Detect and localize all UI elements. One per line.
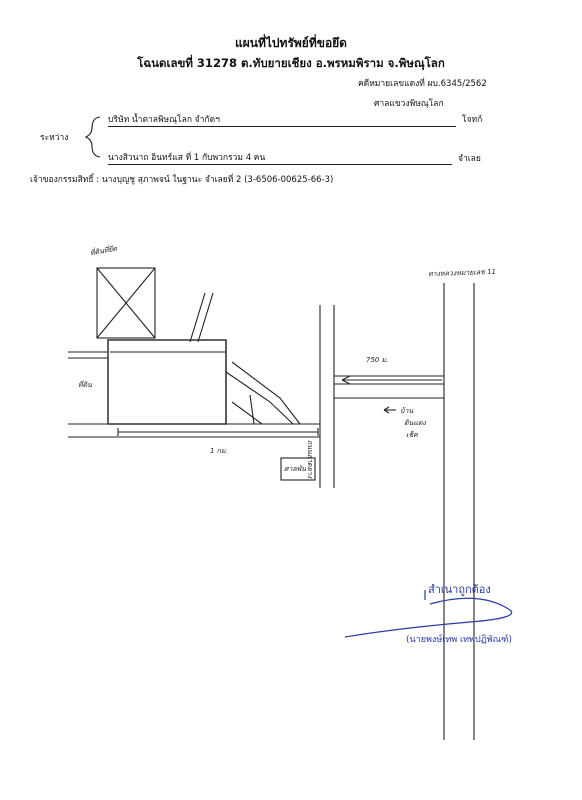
signer-name: (นายพงษ์เทพ เทพปฏิพัณฑ์) <box>406 635 513 645</box>
certified-copy-stamp: สำเนาถูกต้อง <box>428 583 491 596</box>
party-brace <box>86 117 100 157</box>
house-label: บ้าน <box>400 407 414 415</box>
between-label: ระหว่าง <box>40 133 69 143</box>
court-name: ศาลแขวงพิษณุโลก <box>374 99 444 109</box>
defendant-name: นางสิวนาถ อินทร์แส ที่ 1 กับพวกรวม 4 คน <box>108 150 452 165</box>
case-number: คดีหมายเลขแดงที่ ผบ.6345/2562 <box>358 79 487 89</box>
distance-lower-label: 1 กม. <box>210 447 228 455</box>
plaintiff-name: บริษัท น้ำตาลพิษณุโลก จำกัดฯ <box>108 112 456 127</box>
house-label-2: ดินแดง <box>404 419 426 427</box>
defendant-role: จำเลย <box>458 154 481 164</box>
local-road-label: ถนนลาดยาง <box>306 440 314 479</box>
highway <box>444 283 474 740</box>
land-label-left: ที่ดิน <box>78 381 92 389</box>
small-parcel-label: ศาลพัน <box>284 465 307 473</box>
seized-land-label: ที่ดินที่ยึด <box>89 244 118 258</box>
owner-line: เจ้าของกรรมสิทธิ์ : นางบุญชู สุภาพจน์ ในฐานะ จำเลยที่ 2 (3-6506-00625-66-3) <box>30 175 334 185</box>
highway-label: ทางหลวงหมายเลข 11 <box>427 267 497 279</box>
road-vertical <box>320 305 334 488</box>
road-lower <box>68 424 320 437</box>
road-connector <box>334 376 444 398</box>
house-label-3: เช็ค <box>406 431 418 439</box>
deed-subtitle: โฉนดเลขที่ 31278 ต.ทับยายเชียง อ.พรหมพิราม จ.พิษณุโลก <box>137 56 445 70</box>
building <box>108 340 226 424</box>
plaintiff-role: โจทก์ <box>462 115 483 125</box>
distance-upper-label: 750 ม. <box>366 356 389 364</box>
document-title: แผนที่ไปทรัพย์ที่ขอยึด <box>235 36 347 50</box>
